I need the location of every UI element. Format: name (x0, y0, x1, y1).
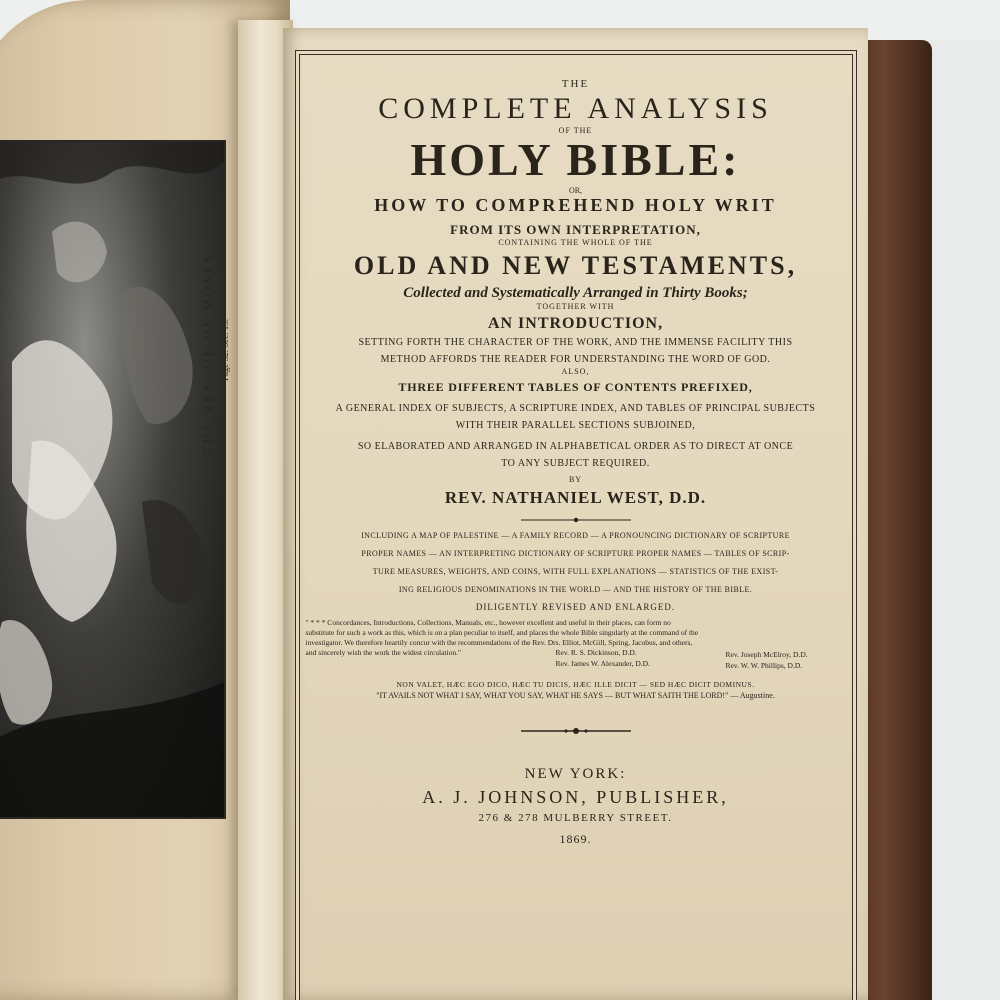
publisher-city: NEW YORK: (524, 766, 627, 782)
subtitle-how-to: HOW TO COMPREHEND HOLY WRIT (374, 195, 777, 215)
text-together-with: TOGETHER WITH (536, 302, 615, 311)
publisher-name: A. J. JOHNSON, PUBLISHER, (422, 787, 729, 807)
text-including-1: INCLUDING A MAP OF PALESTINE — A FAMILY RECORD — A PRONOUNCING DICTIONARY OF SCRIPTURE (361, 531, 790, 540)
text-including-4: ING RELIGIOUS DENOMINATIONS IN THE WORLD — AND THE HISTORY OF THE BIBLE. (398, 585, 753, 594)
text-also: ALSO, (561, 367, 590, 376)
title-or: OR, (568, 186, 583, 195)
engraving-plate (0, 140, 226, 819)
publisher-street: 276 & 278 MULBERRY STREET. (478, 812, 673, 824)
text-setting-forth-2: METHOD AFFORDS THE READER FOR UNDERSTANDING THE WORD OF GOD. (380, 354, 771, 365)
title-the: THE (561, 78, 590, 90)
author-name: REV. NATHANIEL WEST, D.D. (444, 488, 707, 507)
heading-three-tables: THREE DIFFERENT TABLES OF CONTENTS PREFIXED, (398, 380, 753, 394)
quote-line-2: substitute for such a work as this, which is on a plan peculiar to itself, and places the whole Bible singularly at the command of the (305, 628, 699, 637)
heading-introduction: AN INTRODUCTION, (487, 315, 664, 332)
title-of-the: OF THE (558, 126, 593, 135)
text-by: BY (568, 475, 583, 484)
quote-line-1: " * * * Concordances, Introductions, Collections, Manuals, etc., however excellent and useful in their places, can form no (305, 618, 671, 627)
publisher-ornament (521, 726, 631, 736)
text-general-index-2: WITH THEIR PARALLEL SECTIONS SUBJOINED, (455, 420, 696, 431)
endorser-1: Rev. R. S. Dickinson, D.D. (555, 648, 637, 657)
subtitle-from-its: FROM ITS OWN INTERPRETATION, (450, 222, 701, 237)
text-general-index-1: A GENERAL INDEX OF SUBJECTS, A SCRIPTURE INDEX, AND TABLES OF PRINCIPAL SUBJECTS (335, 403, 816, 414)
subtitle-collected: Collected and Systematically Arranged in Thirty Books; (403, 285, 748, 301)
quote-line-3: investigator. We therefore heartily concur with the recommendations of the Rev. Drs. Elliot, McGill, Spring, Jacobus, and others, (305, 638, 693, 647)
text-including-2: PROPER NAMES — AN INTERPRETING DICTIONARY OF SCRIPTURE PROPER NAMES — TABLES OF SCRIP- (361, 549, 790, 558)
endorser-2: Rev. Joseph McElroy, D.D. (725, 650, 808, 659)
text-elaborated-2: TO ANY SUBJECT REQUIRED. (501, 458, 650, 469)
text-augustine-quote: "IT AVAILS NOT WHAT I SAY, WHAT YOU SAY, WHAT HE SAYS — BUT WHAT SAITH THE LORD!" — Augustine. (376, 691, 775, 700)
text-including-3: TURE MEASURES, WEIGHTS, AND COINS, WITH FULL EXPLANATIONS — STATISTICS OF THE EXIST- (372, 567, 779, 576)
plate-caption-title: THE RESCUE OF MOSES. (200, 245, 215, 455)
subtitle-containing: CONTAINING THE WHOLE OF THE (498, 238, 653, 247)
plate-caption-reference: Page 32. Sec. 13. (220, 319, 230, 381)
publication-year: 1869. (559, 832, 592, 846)
subtitle-testaments: OLD AND NEW TESTAMENTS, (353, 251, 798, 280)
title-complete-analysis: COMPLETE ANALYSIS (378, 92, 773, 125)
engraving-illustration (0, 142, 224, 817)
background-surface (920, 40, 1000, 1000)
endorser-3: Rev. James W. Alexander, D.D. (555, 659, 650, 668)
title-page-content (283, 78, 868, 847)
quote-line-4: and sincerely wish the work the widest circulation." (305, 648, 462, 657)
text-elaborated-1: SO ELABORATED AND ARRANGED IN ALPHABETICAL ORDER AS TO DIRECT AT ONCE (357, 441, 794, 452)
text-latin-motto: NON VALET, HÆC EGO DICO, HÆC TU DICIS, HÆC ILLE DICIT — SED HÆC DICIT DOMINUS. (396, 680, 755, 689)
endorser-4: Rev. W. W. Phillips, D.D. (725, 661, 803, 670)
text-revised: DILIGENTLY REVISED AND ENLARGED. (475, 602, 676, 612)
text-setting-forth-1: SETTING FORTH THE CHARACTER OF THE WORK, AND THE IMMENSE FACILITY THIS (358, 337, 793, 348)
title-page (283, 28, 868, 1000)
divider-ornament (521, 516, 631, 524)
title-holy-bible: HOLY BIBLE: (410, 134, 741, 185)
